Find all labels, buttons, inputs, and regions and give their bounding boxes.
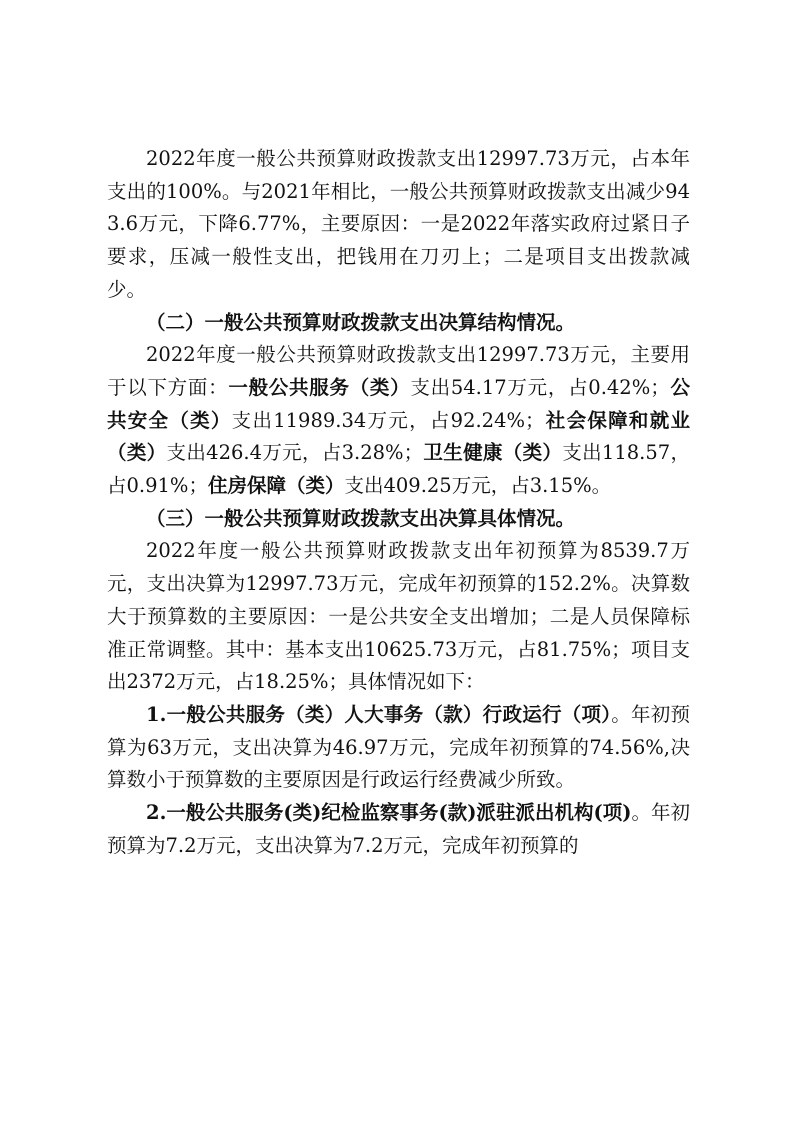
paragraph-item-2: 2.一般公共服务(类)纪检监察事务(款)派驻派出机构(项)。年初预算为7.2万元，支出决算为7.2万元，完成年初预算的 — [107, 801, 690, 857]
paragraph-structure: 2022年度一般公共预算财政拨款支出12997.73万元，主要用于以下方面：一般公共服务（类）支出54.17万元，占0.42%；公共安全（类）支出11989.34万元，占92.24%；社会保障和就业（类）支出426.4万元，占3.28%；卫生健康（类）支出118.57，占0.91%；住房保障（类）支出409.25万元，占3.15%。 — [107, 343, 690, 498]
paragraph-expenditure-summary: 2022年度一般公共预算财政拨款支出12997.73万元，占本年支出的100%。与2021年相比，一般公共预算财政拨款支出减少943.6万元，下降6.77%，主要原因：一是2022年落实政府过紧日子要求，压减一般性支出，把钱用在刀刃上；二是项目支出拨款减少。 — [107, 147, 690, 301]
paragraph-item-1: 1.一般公共服务（类）人大事务（款）行政运行（项）。年初预算为63万元，支出决算为46.97万元，完成年初预算的74.56%,决算数小于预算数的主要原因是行政运行经费减少所致。 — [107, 702, 690, 792]
heading-structure: （二）一般公共预算财政拨款支出决算结构情况。 — [146, 310, 576, 334]
document-page — [107, 143, 690, 862]
heading-details: （三）一般公共预算财政拨款支出决算具体情况。 — [146, 506, 576, 530]
paragraph-details: 2022年度一般公共预算财政拨款支出年初预算为8539.7万元，支出决算为12997.73万元，完成年初预算的152.2%。决算数大于预算数的主要原因：一是公共安全支出增加；二是人员保障标准正常调整。其中：基本支出10625.73万元，占81.75%；项目支出2372万元，占18.25%；具体情况如下： — [107, 539, 690, 694]
